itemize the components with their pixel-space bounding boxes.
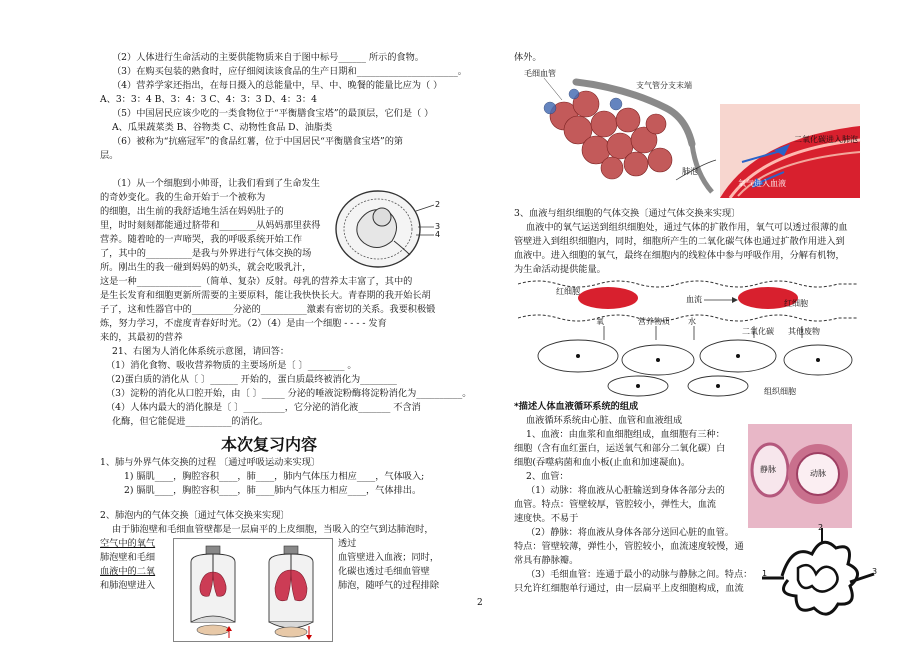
passage-line: （1）从一个细胞到小帅哥，让我们看到了生命发生: [112, 178, 320, 189]
svg-text:3: 3: [435, 222, 441, 231]
label-alveolus: 肺泡: [682, 167, 698, 176]
passage-line: 是生长发育和细胞更新所需要的主要原料，能让我快快长大。青春期的我开始长胡: [100, 290, 431, 301]
review-title: 本次复习内容: [221, 435, 318, 454]
section-2-text: 血管壁进入血液；同时，: [338, 552, 440, 563]
label-waste: 其他废物: [788, 327, 820, 336]
passage-line: 的细胞，出生前的我舒适地生活在妈妈肚子的: [100, 206, 284, 217]
alveoli-gas-exchange-figure: [516, 64, 861, 198]
fetus-in-womb-figure: [330, 183, 442, 271]
section-2-heading: 2、肺泡内的气体交换〔通过气体交换来实现〕: [100, 510, 290, 521]
label-co2: 二氧化碳: [742, 327, 774, 336]
circulation-text: 细胞（含有血红蛋白，运送氧气和部分二氧化碳）白: [514, 443, 726, 454]
passage-line: 营养。随着呛的一声啼哭，我的呼吸系统开始工作: [100, 234, 303, 245]
question-6-tail: 层。: [100, 150, 119, 161]
label-co2-into-alveolus: 二氧化碳进入肺泡: [794, 135, 858, 144]
tissue-gas-exchange-figure: [518, 278, 858, 398]
question-5-options: A、瓜果蔬菜类 B、谷物类 C、动物性食品 D、油脂类: [112, 122, 333, 133]
circulation-text: 2、血管：: [526, 471, 569, 482]
passage-line: 的奇妙变化。我的生命开始于一个被称为: [100, 192, 266, 203]
question-21-4: （4）人体内最大的消化腺是〔 〕_________，它分泌的消化液_______ 不含消: [106, 402, 421, 413]
label-o2-into-blood: 氧气进入血液: [738, 179, 786, 188]
label-vein: 静脉: [760, 465, 776, 474]
passage-line: 这是一种______________（简单、复杂）反射。母乳的营养太丰富了，其中的: [100, 276, 413, 287]
right-top-text: 体外。: [514, 52, 542, 63]
label-vessel-1: 1: [762, 569, 768, 578]
question-21-1: （1）消化食物、吸收营养物质的主要场所是〔 〕________ 。: [106, 360, 357, 371]
section-2-text: 空气中的氧气: [100, 538, 156, 549]
question-21: 21、右图为人消化体系统示意图，请回答：: [112, 346, 290, 357]
section-1-item: 2) 膈肌____，胸腔容积____，肺____肺内气体压力相应____，气体排出。: [124, 485, 422, 496]
question-21-3: （3）淀粉的消化从口腔开始，由〔 〕_____ 分泌的唾液淀粉酶将淀粉消化为__________。: [106, 388, 472, 399]
circulation-text: （1）动脉：将血液从心脏输送到身体各部分去的: [526, 485, 725, 496]
circulation-text: 血管。特点：管壁较厚，管腔较小，弹性大，血流: [514, 499, 717, 510]
circulation-text: （3）毛细血管：连通于最小的动脉与静脉之间。特点：: [526, 569, 753, 580]
svg-text:4: 4: [435, 230, 441, 239]
passage-line: 所。刚出生的我一碰到妈妈的奶头，就会吃吸乳汁，: [100, 262, 312, 273]
bell-jar-breathing-model: [173, 538, 333, 642]
label-rbc-1: 红细胞: [556, 287, 580, 296]
section-3-text: 血液中的氧气运送到组织细胞处，通过气体的扩散作用，氧气可以透过很薄的血: [526, 222, 848, 233]
label-artery: 动脉: [810, 469, 826, 478]
label-rbc-2: 红细胞: [784, 299, 808, 308]
section-1-heading: 1、肺与外界气体交换的过程 〔通过呼吸运动来实现〕: [100, 457, 321, 468]
question-21-4-tail: 化酶，但它能促进__________的消化。: [112, 416, 269, 427]
section-2-text: 透过: [338, 538, 357, 549]
circulation-text: 速度快。不易于: [514, 513, 579, 524]
section-2-text: 肺泡壁和毛细: [100, 552, 156, 563]
artery-vein-section-figure: [748, 424, 852, 528]
question-5: （5）中国居民应该少吃的一类食物位于“平衡膳食宝塔”的最顶层，它们是（ ）: [112, 108, 434, 119]
question-4-options: A、3：3：4 B、3：4：3 C、4：3：3 D、4：3：4: [100, 94, 317, 105]
circulation-text: 细胞(吞噬病菌和血小板(止血和加速凝血)。: [514, 457, 691, 468]
section-3-text: 为生命活动提供能量。: [514, 264, 606, 275]
label-oxygen: 氧: [596, 317, 604, 326]
passage-line: 了，其中的__________是我与外界进行气体交换的场: [100, 248, 312, 259]
section-2-text: 肺泡，随呼气的过程排除: [338, 580, 440, 591]
section-1-item: 1) 膈肌____，胸腔容积____，肺____，肺内气体压力相应____，气体吸入;: [124, 471, 425, 482]
passage-line: 炼，努力学习，不虚度青春好时光。（2）（4）是由一个细胞 - - - - 发育: [100, 318, 387, 329]
label-water: 水: [688, 317, 696, 326]
circulation-text: （2）静脉：将血液从身体各部分送回心脏的血管。: [526, 527, 734, 538]
label-blood-flow: 血流: [686, 295, 702, 304]
circulation-text: 特点：管壁较薄，弹性小，管腔较小，血流速度较慢，通: [514, 541, 744, 552]
question-21-2: （2)蛋白质的消化从〔 〕______ 开始的，蛋白质最终被消化为________: [106, 374, 397, 385]
circulation-heading: *描述人体血液循环系统的组成: [514, 401, 639, 412]
question-2: （2）人体进行生命活动的主要供能物质来自于图中标号______ 所示的食物。: [112, 52, 424, 63]
circulation-text: 血液循环系统由心脏、血管和血液组成: [526, 415, 683, 426]
passage-line: 里，时时刻刻都能通过脐带和________从妈妈那里获得: [100, 220, 321, 231]
section-2-text: 血液中的二氧: [100, 566, 156, 577]
page-number: 2: [477, 598, 483, 608]
circulation-text: 常具有静脉瓣。: [514, 555, 579, 566]
circulation-text: 1、血液：由血浆和血细胞组成，血细胞有三种：: [526, 429, 725, 440]
question-6: （6）被称为“抗癌冠军”的食品红薯，位于中国居民“平衡膳食宝塔”的第: [112, 136, 404, 147]
label-bronchiole: 支气管分支末端: [636, 81, 692, 90]
circulation-text: 只允许红细胞单行通过，由一层扁平上皮细胞构成，血流: [514, 583, 744, 594]
label-tissue-cell: 组织细胞: [764, 387, 796, 396]
passage-line: 子了，这和性器官中的_________分泌的__________激素有密切的关系。我要积极锻: [100, 304, 436, 315]
section-2-text: 由于肺泡壁和毛细血管壁都是一层扁平的上皮细胞，当吸入的空气到达肺泡时，: [112, 524, 434, 535]
section-3-text: 管壁进入到组织细胞内，同时，细胞所产生的二氧化碳气体也通过扩散作用进入到: [514, 236, 845, 247]
capillary-network-figure: [762, 524, 882, 634]
section-2-text: 和肺泡壁进入: [100, 580, 156, 591]
passage-line: 来的，其最初的营养: [100, 332, 183, 343]
label-capillary: 毛细血管: [524, 69, 556, 78]
section-3-text: 血液中。进入细胞的氧气，最终在细胞内的线粒体中参与呼吸作用，分解有机物，: [514, 250, 845, 261]
label-vessel-2: 2: [818, 524, 824, 532]
label-nutrients: 营养物质: [638, 317, 670, 326]
svg-text:2: 2: [435, 200, 441, 209]
question-3: （3）在购买包装的熟食时，应仔细阅读该食品的生产日期和______________________。: [112, 66, 467, 77]
label-vessel-3: 3: [872, 567, 878, 576]
section-3-heading: 3、血液与组织细胞的气体交换〔通过气体交换来实现〕: [514, 208, 741, 219]
section-2-text: 化碳也透过毛细血管壁: [338, 566, 430, 577]
question-4: （4）营养学家还指出，在每日摄入的总能量中，早、中、晚餐的能量比应为（ ）: [112, 80, 443, 91]
